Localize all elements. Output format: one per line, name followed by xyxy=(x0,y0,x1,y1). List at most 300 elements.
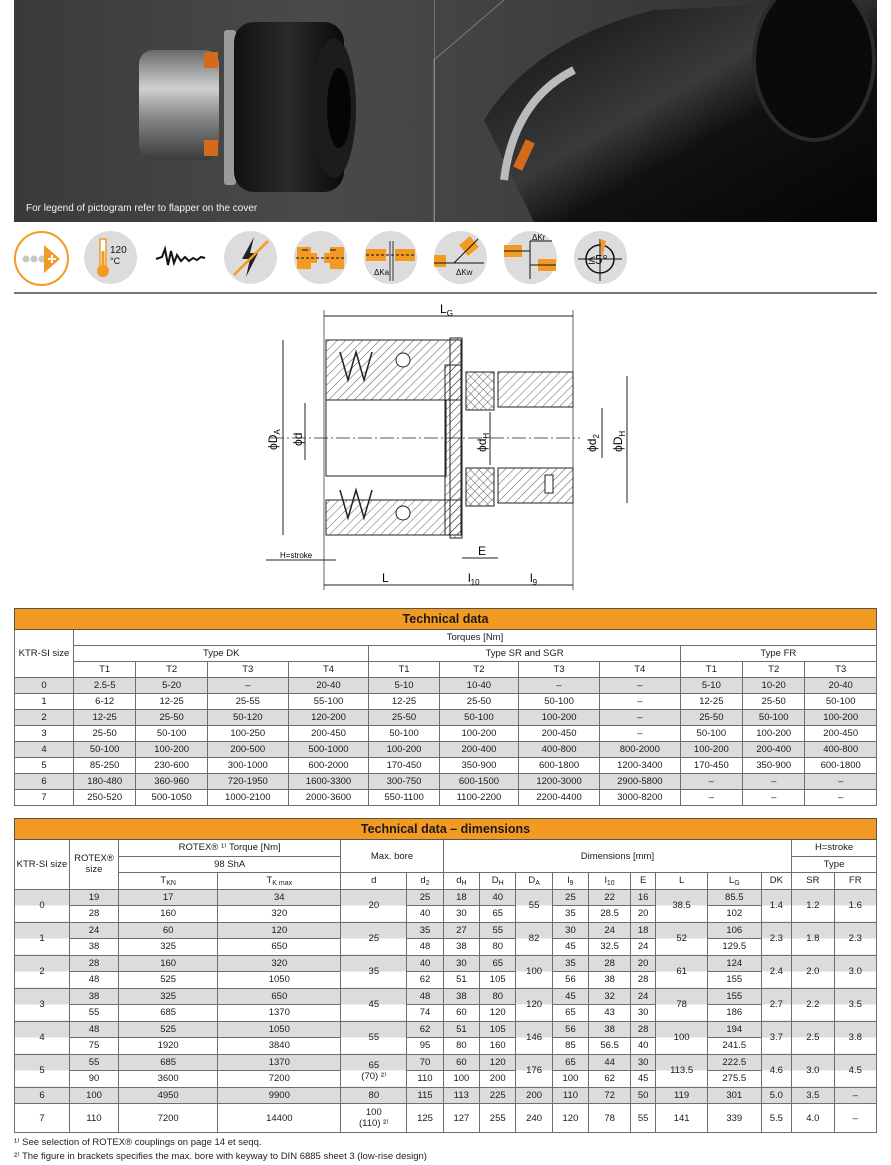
size-cell: 4 xyxy=(15,742,74,758)
l-cell: 100 xyxy=(656,1021,708,1054)
technical-drawing xyxy=(250,300,650,600)
dH-cell: 127 xyxy=(443,1104,479,1133)
dh-cell: 38 xyxy=(443,988,479,1005)
torque-cell: 12-25 xyxy=(136,694,208,710)
tkmax-cell: 34 xyxy=(218,889,341,906)
rotex-size-cell: 24 xyxy=(70,922,119,939)
stroke-fr-cell: 3.8 xyxy=(834,1021,876,1054)
tkmax-cell: 1050 xyxy=(218,1021,341,1038)
vibration-icon xyxy=(154,231,207,284)
size-cell: 3 xyxy=(15,726,74,742)
torque-cell: 50-120 xyxy=(207,710,288,726)
torque-cell: 400-800 xyxy=(519,742,600,758)
hero-photo xyxy=(14,0,877,222)
torque-cell: 300-1000 xyxy=(207,758,288,774)
dimensions-header: Dimensions [mm] xyxy=(443,840,791,873)
dimensions-table xyxy=(14,818,877,1133)
max-bore-d-cell: 25 xyxy=(341,922,407,955)
ktr-size-cell: 2 xyxy=(15,955,70,988)
e-cell: 20 xyxy=(631,955,656,972)
d-cell: 100 (110) ²⁾ xyxy=(341,1104,407,1133)
torque-cell: 180-480 xyxy=(74,774,136,790)
L-cell: 141 xyxy=(656,1104,708,1133)
lg-cell: 241.5 xyxy=(708,1038,761,1055)
stroke-dk-cell: 2.3 xyxy=(761,922,792,955)
ktr-size-cell: 3 xyxy=(15,988,70,1021)
torque-cell: 12-25 xyxy=(369,694,439,710)
table-row xyxy=(15,1104,877,1133)
lg-cell: 222.5 xyxy=(708,1054,761,1071)
torque-cell: 170-450 xyxy=(369,758,439,774)
dim-e-label: E xyxy=(478,544,487,558)
d2-cell: 70 xyxy=(407,1054,443,1071)
torque-cell: 50-100 xyxy=(519,694,600,710)
dh-cell: 27 xyxy=(443,922,479,939)
tkmax-cell: 650 xyxy=(218,939,341,956)
l10-cell: 28 xyxy=(589,955,631,972)
table-row xyxy=(15,710,877,726)
torque-cell: 300-750 xyxy=(369,774,439,790)
arrow-plus-icon xyxy=(14,231,69,286)
torque-cell: 5-20 xyxy=(136,678,208,694)
tkn-cell: 17 xyxy=(119,889,218,906)
lg-cell: 85.5 xyxy=(708,889,761,906)
l10-cell: 72 xyxy=(589,1087,631,1104)
table-row xyxy=(15,939,877,956)
torque-cell: 350-900 xyxy=(743,758,805,774)
torque-cell: 600-1500 xyxy=(439,774,519,790)
dim-da-label: $\phi D_A$ xyxy=(266,429,282,450)
col-l: L xyxy=(656,873,708,890)
lg-cell: 155 xyxy=(708,988,761,1005)
DH-cell: 65 xyxy=(480,955,516,972)
lg-cell: 124 xyxy=(708,955,761,972)
torque-cell: 20-40 xyxy=(805,678,877,694)
lg-cell: 129.5 xyxy=(708,939,761,956)
size-cell: 6 xyxy=(15,774,74,790)
max-bore-d-cell: 20 xyxy=(341,889,407,922)
torque-cell: 3000-8200 xyxy=(599,790,680,806)
SR-cell: 3.5 xyxy=(792,1087,834,1104)
DH-cell: 55 xyxy=(480,922,516,939)
l10-cell: 38 xyxy=(589,1021,631,1038)
hero-caption: For legend of pictogram refer to flapper on the cover xyxy=(26,203,258,214)
svg-text:ΔKr: ΔKr xyxy=(532,233,546,242)
DH-cell: 120 xyxy=(480,1005,516,1022)
LG-cell: 339 xyxy=(708,1104,761,1133)
max-bore-d-cell: 65 (70) ²⁾ xyxy=(341,1054,407,1087)
rotex-size-cell: 55 xyxy=(70,1005,119,1022)
torque-cell: 50-100 xyxy=(680,726,742,742)
dim-d2-label: $\phi d_2$ xyxy=(585,434,601,452)
e-cell: 24 xyxy=(631,939,656,956)
torque-cell: 100-200 xyxy=(136,742,208,758)
torque-cell: 2900-5800 xyxy=(599,774,680,790)
E-cell: 55 xyxy=(631,1104,656,1133)
max-bore-d-cell: 45 xyxy=(341,988,407,1021)
group-header: Type SR and SGR xyxy=(369,646,680,662)
torque-cell: – xyxy=(599,710,680,726)
l9-cell: 30 xyxy=(552,922,588,939)
coupling-render-image xyxy=(14,0,877,222)
rotex-cell: 100 xyxy=(70,1087,119,1104)
dh-cell: 60 xyxy=(443,1005,479,1022)
rotex-size-cell: 38 xyxy=(70,939,119,956)
l9-cell: 65 xyxy=(552,1005,588,1022)
dim-d-label: ϕd xyxy=(291,432,305,446)
torque-cell: 350-900 xyxy=(439,758,519,774)
torque-cell: 10-40 xyxy=(439,678,519,694)
torque-cell: 1200-3400 xyxy=(599,758,680,774)
table-title: Technical data xyxy=(15,609,877,630)
d2-cell: 40 xyxy=(407,906,443,923)
tkmax-cell: 7200 xyxy=(218,1071,341,1088)
DH-cell: 105 xyxy=(480,972,516,989)
l10-cell: 43 xyxy=(589,1005,631,1022)
tkn-cell: 1920 xyxy=(119,1038,218,1055)
table-row xyxy=(15,906,877,923)
torque-cell: – xyxy=(805,774,877,790)
DH-cell: 40 xyxy=(480,889,516,906)
stroke-sr-cell: 3.0 xyxy=(792,1054,834,1087)
dh-cell: 30 xyxy=(443,906,479,923)
max-bore-header: Max. bore xyxy=(341,840,443,873)
size-cell: 0 xyxy=(15,678,74,694)
torque-cell: 25-50 xyxy=(369,710,439,726)
tkmax-cell: 9900 xyxy=(218,1087,341,1104)
l-cell: 78 xyxy=(656,988,708,1021)
rotex-size-cell: 90 xyxy=(70,1071,119,1088)
size-cell: 5 xyxy=(15,758,74,774)
table-row xyxy=(15,726,877,742)
torque-cell: 500-1050 xyxy=(136,790,208,806)
table-row xyxy=(15,774,877,790)
l9-cell: 35 xyxy=(552,955,588,972)
col-d2: $d_2$ xyxy=(407,873,443,890)
stroke-sr-cell: 2.0 xyxy=(792,955,834,988)
column-header: T4 xyxy=(599,662,680,678)
tkn-cell: 3600 xyxy=(119,1071,218,1088)
l10-cell: 32.5 xyxy=(589,939,631,956)
table-row xyxy=(15,922,877,939)
l10-cell: 32 xyxy=(589,988,631,1005)
tkn-cell: 525 xyxy=(119,1021,218,1038)
d-cell: 80 xyxy=(341,1087,407,1104)
lg-cell: 186 xyxy=(708,1005,761,1022)
ktr-size-cell: 0 xyxy=(15,889,70,922)
rotex-cell: 110 xyxy=(70,1104,119,1133)
column-header: T3 xyxy=(519,662,600,678)
group-header: Type DK xyxy=(74,646,369,662)
svg-text:≤5°: ≤5° xyxy=(588,252,608,267)
da-cell: 55 xyxy=(516,889,552,922)
dh-cell: 38 xyxy=(443,939,479,956)
angular-displacement-icon xyxy=(434,231,487,284)
dim-lg-label: $L_G$ xyxy=(440,302,453,318)
l10-cell: 24 xyxy=(589,922,631,939)
d2-cell: 115 xyxy=(407,1087,443,1104)
axial-displacement-icon xyxy=(364,231,417,284)
d2-cell: 35 xyxy=(407,922,443,939)
torque-cell: – xyxy=(599,694,680,710)
d2-cell: 110 xyxy=(407,1071,443,1088)
torque-cell: – xyxy=(519,678,600,694)
l9-cell: 25 xyxy=(552,889,588,906)
tkn-cell: 685 xyxy=(119,1054,218,1071)
rotex-size-cell: 55 xyxy=(70,1054,119,1071)
torque-cell: 5-10 xyxy=(369,678,439,694)
l9-cell: 110 xyxy=(552,1087,588,1104)
e-cell: 40 xyxy=(631,1038,656,1055)
table-title: Technical data – dimensions xyxy=(15,819,877,840)
torque-cell: 200-450 xyxy=(805,726,877,742)
rotex-size-header: ROTEX® size xyxy=(70,840,119,890)
l9-cell: 45 xyxy=(552,988,588,1005)
column-header: T3 xyxy=(207,662,288,678)
table-row xyxy=(15,742,877,758)
torque-cell: 50-100 xyxy=(369,726,439,742)
torque-cell: – xyxy=(743,790,805,806)
ktr-size-cell: 1 xyxy=(15,922,70,955)
hero-divider xyxy=(434,0,435,222)
e-cell: 28 xyxy=(631,1021,656,1038)
rotex-size-cell: 48 xyxy=(70,1021,119,1038)
torque-cell: 25-50 xyxy=(680,710,742,726)
d2-cell: 74 xyxy=(407,1005,443,1022)
torque-cell: 200-450 xyxy=(288,726,369,742)
no-electricity-icon xyxy=(224,231,277,284)
torque-cell: 1000-2100 xyxy=(207,790,288,806)
svg-text:°C: °C xyxy=(110,256,121,266)
e-cell: 18 xyxy=(631,922,656,939)
torque-cell: 800-2000 xyxy=(599,742,680,758)
torque-cell: 100-200 xyxy=(680,742,742,758)
l-cell: 52 xyxy=(656,922,708,955)
torque-cell: 600-1800 xyxy=(805,758,877,774)
l9-cell: 120 xyxy=(552,1104,588,1133)
column-header: T2 xyxy=(439,662,519,678)
rotex-size-cell: 19 xyxy=(70,889,119,906)
torque-cell: 25-50 xyxy=(743,694,805,710)
l9-cell: 35 xyxy=(552,906,588,923)
table-body xyxy=(15,889,877,1133)
thermometer-icon xyxy=(84,231,137,284)
tkmax-cell: 3840 xyxy=(218,1038,341,1055)
col-e: E xyxy=(631,873,656,890)
tkn-cell: 160 xyxy=(119,906,218,923)
l-cell: 113.5 xyxy=(656,1054,708,1087)
rotex-size-cell: 48 xyxy=(70,972,119,989)
e-cell: 28 xyxy=(631,972,656,989)
l-cell: 61 xyxy=(656,955,708,988)
torque-cell: 500-1000 xyxy=(288,742,369,758)
DH-cell: 65 xyxy=(480,906,516,923)
DH-cell: 80 xyxy=(480,988,516,1005)
torque-cell: 550-1100 xyxy=(369,790,439,806)
table-row xyxy=(15,758,877,774)
table-row xyxy=(15,955,877,972)
dh-cell: 51 xyxy=(443,1021,479,1038)
rotex-size-cell: 28 xyxy=(70,906,119,923)
torque-cell: – xyxy=(805,790,877,806)
d2-cell: 62 xyxy=(407,1021,443,1038)
lg-cell: 106 xyxy=(708,922,761,939)
col-l9: $l_9$ xyxy=(552,873,588,890)
angle-5deg-icon xyxy=(574,231,627,284)
stroke-dk-cell: 2.7 xyxy=(761,988,792,1021)
table-row xyxy=(15,988,877,1005)
e-cell: 30 xyxy=(631,1054,656,1071)
d2-cell: 48 xyxy=(407,988,443,1005)
tkmax-cell: 1370 xyxy=(218,1054,341,1071)
l10-cell: 62 xyxy=(589,1071,631,1088)
stroke-sr-cell: 1.2 xyxy=(792,889,834,922)
torque-cell: 5-10 xyxy=(680,678,742,694)
lg-cell: 194 xyxy=(708,1021,761,1038)
tkn-cell: 4950 xyxy=(119,1087,218,1104)
l-cell: 38.5 xyxy=(656,889,708,922)
da-cell: 82 xyxy=(516,922,552,955)
rotex-size-cell: 75 xyxy=(70,1038,119,1055)
e-cell: 24 xyxy=(631,988,656,1005)
l10-cell: 22 xyxy=(589,889,631,906)
d2-cell: 125 xyxy=(407,1104,443,1133)
dH-cell: 113 xyxy=(443,1087,479,1104)
size-cell: 7 xyxy=(15,1104,70,1133)
dh-cell: 60 xyxy=(443,1054,479,1071)
d2-cell: 62 xyxy=(407,972,443,989)
l10-cell: 28.5 xyxy=(589,906,631,923)
stroke-sr-cell: 2.5 xyxy=(792,1021,834,1054)
svg-text:ΔKw: ΔKw xyxy=(456,268,473,277)
DH-cell: 105 xyxy=(480,1021,516,1038)
footnote-1: ¹⁾ See selection of ROTEX® couplings on page 14 et seqq. xyxy=(14,1137,262,1148)
e-cell: 45 xyxy=(631,1071,656,1088)
DH-cell: 80 xyxy=(480,939,516,956)
torque-cell: 25-50 xyxy=(74,726,136,742)
torque-cell: 170-450 xyxy=(680,758,742,774)
group-header: Type FR xyxy=(680,646,876,662)
column-header: T1 xyxy=(680,662,742,678)
col-d: d xyxy=(341,873,407,890)
torque-cell: 12-25 xyxy=(74,710,136,726)
table-row xyxy=(15,678,877,694)
dh-cell: 100 xyxy=(443,1071,479,1088)
stroke-fr-cell: 1.6 xyxy=(834,889,876,922)
FR-cell: – xyxy=(834,1087,876,1104)
d2-cell: 95 xyxy=(407,1038,443,1055)
torque-cell: 50-100 xyxy=(805,694,877,710)
tkn-cell: 685 xyxy=(119,1005,218,1022)
tkmax-cell: 320 xyxy=(218,906,341,923)
torque-cell: 200-450 xyxy=(519,726,600,742)
d2-cell: 48 xyxy=(407,939,443,956)
dim-dh-label: $\phi d_H$ xyxy=(475,432,491,452)
size-cell: 1 xyxy=(15,694,74,710)
torque-cell: 25-50 xyxy=(439,694,519,710)
stroke-fr-cell: 2.3 xyxy=(834,922,876,955)
column-header: T1 xyxy=(369,662,439,678)
DH-cell: 200 xyxy=(480,1071,516,1088)
l10-cell: 38 xyxy=(589,972,631,989)
DH-cell: 225 xyxy=(480,1087,516,1104)
SR-cell: 4.0 xyxy=(792,1104,834,1133)
col-dk: DK xyxy=(761,873,792,890)
stroke-sr-cell: 2.2 xyxy=(792,988,834,1021)
table-row xyxy=(15,790,877,806)
stroke-dk-cell: 3.7 xyxy=(761,1021,792,1054)
pictogram-row xyxy=(14,228,877,294)
tkn-cell: 7200 xyxy=(119,1104,218,1133)
rotex-size-cell: 28 xyxy=(70,955,119,972)
dh-cell: 30 xyxy=(443,955,479,972)
size-cell: 7 xyxy=(15,790,74,806)
ktr-size-cell: 5 xyxy=(15,1054,70,1087)
torque-cell: 600-1800 xyxy=(519,758,600,774)
L-cell: 119 xyxy=(656,1087,708,1104)
DH-cell: 120 xyxy=(480,1054,516,1071)
tkn-cell: 525 xyxy=(119,972,218,989)
l9-cell: 56 xyxy=(552,1021,588,1038)
torque-cell: 2200-4400 xyxy=(519,790,600,806)
l10-cell: 78 xyxy=(589,1104,631,1133)
table-body xyxy=(15,678,877,806)
table-row xyxy=(15,1054,877,1071)
torque-cell: 50-100 xyxy=(743,710,805,726)
torque-cell: 50-100 xyxy=(439,710,519,726)
svg-text:ΔKa: ΔKa xyxy=(374,268,390,277)
col-DH: $D_H$ xyxy=(480,873,516,890)
tkmax-cell: 14400 xyxy=(218,1104,341,1133)
size-cell: 6 xyxy=(15,1087,70,1104)
l9-cell: 45 xyxy=(552,939,588,956)
col-sr: SR xyxy=(792,873,834,890)
e-cell: 16 xyxy=(631,889,656,906)
torque-cell: 1600-3300 xyxy=(288,774,369,790)
axial-plug-in-icon xyxy=(294,231,347,284)
torque-cell: – xyxy=(743,774,805,790)
torque-cell: 100-200 xyxy=(369,742,439,758)
col-fr: FR xyxy=(834,873,876,890)
d2-cell: 25 xyxy=(407,889,443,906)
DH-cell: 255 xyxy=(480,1104,516,1133)
e-cell: 20 xyxy=(631,906,656,923)
tkn-cell: 60 xyxy=(119,922,218,939)
table-row xyxy=(15,694,877,710)
type-header: Type xyxy=(792,856,877,873)
torque-cell: 230-600 xyxy=(136,758,208,774)
column-header: T3 xyxy=(805,662,877,678)
DK-cell: 5.5 xyxy=(761,1104,792,1133)
table-row xyxy=(15,1021,877,1038)
torque-cell: 25-50 xyxy=(136,710,208,726)
stroke-dk-cell: 1.4 xyxy=(761,889,792,922)
table-row xyxy=(15,1087,877,1104)
torque-cell: 120-200 xyxy=(288,710,369,726)
torque-cell: 6-12 xyxy=(74,694,136,710)
stroke-sr-cell: 1.8 xyxy=(792,922,834,955)
torque-cell: 12-25 xyxy=(680,694,742,710)
l10-cell: 56.5 xyxy=(589,1038,631,1055)
tkmax-cell: 1370 xyxy=(218,1005,341,1022)
lg-cell: 155 xyxy=(708,972,761,989)
torque-cell: – xyxy=(680,790,742,806)
torque-cell: – xyxy=(599,678,680,694)
col-dh: $d_H$ xyxy=(443,873,479,890)
shore-header: 98 ShA xyxy=(119,856,341,873)
size-header: KTR-SI size xyxy=(15,630,74,678)
lg-cell: 275.5 xyxy=(708,1071,761,1088)
